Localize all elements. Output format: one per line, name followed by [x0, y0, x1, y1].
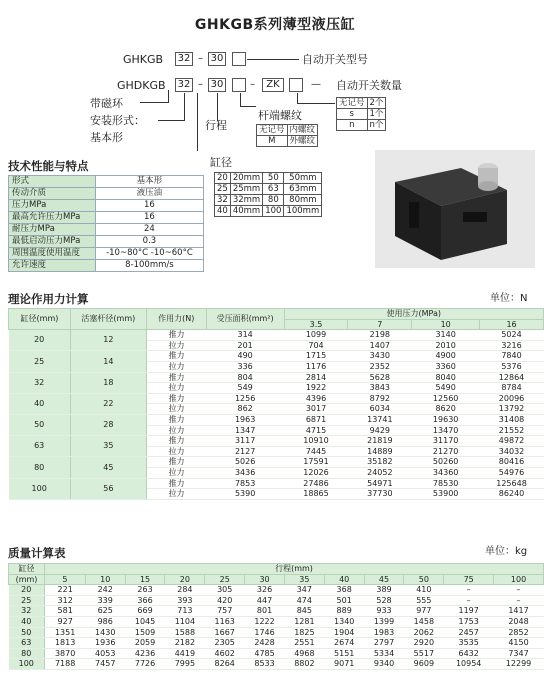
- code1-stroke-box: 30: [208, 52, 226, 66]
- mount-label: 安装形式：: [90, 114, 145, 127]
- code2-qty-label: 自动开关数量: [336, 79, 402, 92]
- leader-line: [297, 103, 335, 104]
- force-unit: 单位：N: [490, 293, 528, 304]
- table-row: 20 221 242 263 284 305 326 347 368 389 410 – –: [9, 585, 544, 596]
- table-row: 40 927 986 1045 1104 1163 1222 1281 1340 1399 1458 1753 2048: [9, 616, 544, 627]
- table-row: 25 312 339 366 393 420 447 474 501 528 555 – –: [9, 595, 544, 606]
- stroke-label: 行程: [205, 119, 227, 132]
- mount-type-label: 基本形: [90, 131, 123, 144]
- leader-line: [140, 102, 169, 103]
- table-row: 拉力 862 3017 6034 8620 13792: [9, 404, 544, 415]
- bore-label: 缸径: [210, 156, 232, 169]
- mass-header-bore-unit: (mm): [9, 574, 45, 585]
- force-header-pressure: 使用压力(MPa): [284, 309, 543, 320]
- force-header-force: 作用力(N): [146, 309, 206, 330]
- code1-bore-box: 32: [175, 52, 193, 66]
- table-row: 拉力 201 704 1407 2010 3216: [9, 340, 544, 351]
- code1-switch-label: 自动开关型号: [302, 53, 368, 66]
- table-row: 拉力 2127 7445 14889 21270 34032: [9, 446, 544, 457]
- leader-line: [184, 93, 185, 120]
- table-row: 50 28 推力 1963 6871 13741 19630 31408: [9, 414, 544, 425]
- code1-prefix: GHKGB: [123, 53, 164, 66]
- leader-line: [240, 106, 256, 107]
- table-row: 32 18 推力 804 2814 5628 8040 12864: [9, 372, 544, 383]
- mass-table: 缸径 行程(mm) (mm) 5 10 15 20 25 30 35 40 45 50 75 100 20 221 242 263 284 305 326 347 368 389 410 – – 25 312 339 366 393 420 447 474 501 528 555 – – 32 581 625 669 713 757 801 845 889 933 977 1197 1417 40 927 986 1045 1104 1163 1222 1281 1340 1399 1458 1753 2048 50 1351 1430 1509 1588 1667 1746 1825 1904 1983 2062 2457 2852 63 1813 1936 2059 2182 2305 2428 2551 2674 2797 2920 3535 4150 80 3870 4053 4236 4419 4602 4785 4968 5151 5334 5517 6432 7347 100 7188 7457 7726 7995 8264 8533 8802 9071 9340 9609 10954 12299: [8, 563, 544, 670]
- code2-bore-box: 32: [175, 78, 193, 92]
- table-row: 25 14 推力 490 1715 3430 4900 7840: [9, 351, 544, 362]
- table-row: 拉力 5390 18865 37730 53900 86240: [9, 489, 544, 500]
- code2-stroke-box: 30: [208, 78, 226, 92]
- rod-thread-label: 杆端螺纹: [258, 109, 302, 122]
- rod-thread-table: 无记号 内螺纹 M 外螺纹: [256, 124, 318, 147]
- mass-unit: 单位：kg: [485, 546, 528, 557]
- mass-header-stroke: 行程(mm): [45, 564, 544, 575]
- code2-dash3: —: [311, 79, 321, 90]
- force-table: 缸径(mm) 活塞杆径(mm) 作用力(N) 受压面积(mm²) 使用压力(MPa) 3.5 7 10 16 20 12 推力 314 1099 2198 3140 5024 拉力 201 704 1407 2010 3216 25 14 推力 490 1715 3430 4900 7840 拉力 336 1176 2352 3360 5376 32 18 推力 804 2814 5628 8040 12864 拉力 549 1922 3843 5490 8784 40 22 推力 1256 4396 8792 12560 20096 拉力 862 3017 6034 8620 13792 50 28 推力 1963 6871 13741 19630 31408 拉力 1347 4715 9429 13470 21552 63 35 推力 3117 10910 21819 31170 49872 拉力 2127 7445 14889 21270 34032 80 45 推力 5026 17591 35182 50260 80416 拉力 3436 12026 24052 34360 54976 100 56 推力 7853 27486 54971 78530 125648 拉力 5390 18865 37730 53900 86240: [8, 308, 544, 500]
- leader-line: [158, 120, 185, 121]
- spec-table: 形式 基本形 传动介质 液压油 压力MPa 16 最高允许压力MPa 16 耐压力MPa 24 最低启动压力MPa 0.3 周围温度使用温度 -10~80°C -10~60°C 允许速度 8-100mm/s: [8, 175, 204, 272]
- table-row: 32 581 625 669 713 757 801 845 889 933 977 1197 1417: [9, 606, 544, 617]
- magnet-label: 带磁环: [90, 97, 123, 110]
- leader-line: [197, 93, 198, 151]
- table-row: 100 7188 7457 7726 7995 8264 8533 8802 9071 9340 9609 10954 12299: [9, 659, 544, 670]
- switch-qty-table: 无记号 2个 s 1个 n n个: [336, 97, 386, 131]
- table-row: 80 45 推力 5026 17591 35182 50260 80416: [9, 457, 544, 468]
- code2-zk-box: ZK: [262, 78, 284, 92]
- code2-dash2: –: [250, 79, 255, 90]
- table-row: 40 22 推力 1256 4396 8792 12560 20096: [9, 393, 544, 404]
- leader-line: [240, 93, 241, 107]
- table-row: 50 1351 1430 1509 1588 1667 1746 1825 1904 1983 2062 2457 2852: [9, 627, 544, 638]
- page-title: GHKGB系列薄型液压缸: [194, 17, 356, 33]
- leader-line: [168, 90, 169, 102]
- code2-rod-box: [232, 78, 246, 92]
- cylinder-illustration: [375, 150, 535, 268]
- table-row: 20 12 推力 314 1099 2198 3140 5024: [9, 330, 544, 341]
- code2-prefix: GHDKGB: [117, 79, 166, 92]
- table-row: 63 1813 1936 2059 2182 2305 2428 2551 2674 2797 2920 3535 4150: [9, 638, 544, 649]
- code1-dash: –: [198, 53, 203, 64]
- force-header-bore: 缸径(mm): [9, 309, 71, 330]
- table-row: 100 56 推力 7853 27486 54971 78530 125648: [9, 478, 544, 489]
- table-row: 拉力 336 1176 2352 3360 5376: [9, 361, 544, 372]
- table-row: 63 35 推力 3117 10910 21819 31170 49872: [9, 436, 544, 447]
- code1-switch-box: [232, 52, 246, 66]
- leader-line: [297, 93, 298, 103]
- spec-title: 技术性能与特点: [8, 159, 89, 173]
- code2-dash: –: [198, 79, 203, 90]
- code2-qty-box: [289, 78, 303, 92]
- table-row: 拉力 1347 4715 9429 13470 21552: [9, 425, 544, 436]
- force-title: 理论作用力计算: [8, 292, 89, 306]
- product-photo: [375, 150, 535, 268]
- leader-line: [247, 59, 299, 60]
- bore-table: 20 20mm 50 50mm 25 25mm 63 63mm 32 32mm 80 80mm 40 40mm 100 100mm: [214, 172, 322, 217]
- table-row: 拉力 3436 12026 24052 34360 54976: [9, 467, 544, 478]
- table-row: 80 3870 4053 4236 4419 4602 4785 4968 5151 5334 5517 6432 7347: [9, 648, 544, 659]
- mass-header-bore: 缸径: [9, 564, 45, 575]
- leader-line: [217, 93, 218, 121]
- force-header-area: 受压面积(mm²): [206, 309, 284, 330]
- mass-title: 质量计算表: [8, 546, 66, 560]
- force-header-rod: 活塞杆径(mm): [70, 309, 146, 330]
- table-row: 拉力 549 1922 3843 5490 8784: [9, 383, 544, 394]
